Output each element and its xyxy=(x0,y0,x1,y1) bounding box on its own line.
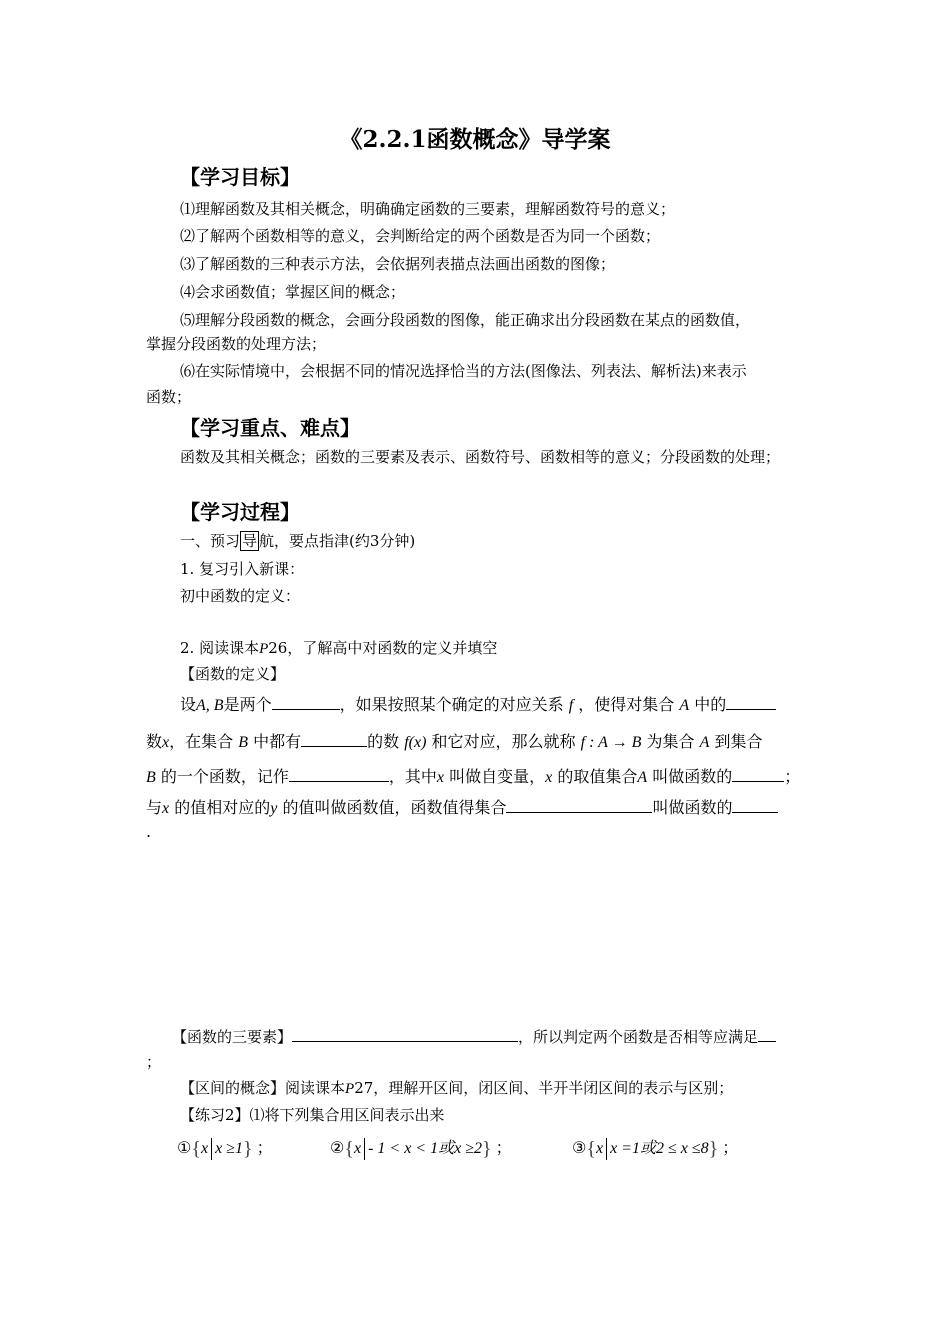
blank-8[interactable] xyxy=(292,1027,518,1042)
definition-line-1: 设A, B是两个 ，如果按照某个确定的对应关系 f ，使得对集合 A 中的 xyxy=(180,692,776,715)
blank-2[interactable] xyxy=(726,695,776,710)
process-heading: 【学习过程】 xyxy=(180,500,300,524)
objective-2: ⑵了解两个函数相等的意义，会判断给定的两个函数是否为同一个函数； xyxy=(180,227,661,245)
review-line: 1. 复习引入新课： xyxy=(180,560,305,578)
set-expression-2: ②{x - 1 < x < 1或x ≥2} ； xyxy=(330,1137,512,1160)
key-points-heading: 【学习重点、难点】 xyxy=(180,416,360,440)
objectives-heading: 【学习目标】 xyxy=(180,165,300,189)
blank-6[interactable] xyxy=(506,798,652,813)
blank-4[interactable] xyxy=(289,767,389,782)
three-elements-line: 【函数的三要素】 ，所以判定两个函数是否相等应满足 xyxy=(172,1026,776,1047)
document-title: 《2.2.1函数概念》导学案 xyxy=(339,126,611,153)
blank-1[interactable] xyxy=(272,695,340,710)
definition-line-3: B 的一个函数，记作 ，其中x 叫做自变量，x 的取值集合A 叫做函数的 ； xyxy=(146,767,801,786)
definition-line-4: 与x 的值相对应的y 的值叫做函数值，函数值得集合 叫做函数的 xyxy=(146,795,778,818)
key-points-text: 函数及其相关概念；函数的三要素及表示、函数符号、函数相等的意义；分段函数的处理； xyxy=(180,448,781,466)
blank-5[interactable] xyxy=(732,767,784,782)
objective-3: ⑶了解函数的三种表示方法，会依据列表描点法画出函数的图像； xyxy=(180,255,616,273)
three-elements-end: ； xyxy=(146,1053,162,1071)
blank-9[interactable] xyxy=(758,1027,776,1042)
blank-7[interactable] xyxy=(732,798,778,813)
blank-3[interactable] xyxy=(301,732,367,747)
exercise-2-line: 【练习2】⑴将下列集合用区间表示出来 xyxy=(180,1106,445,1124)
objective-6-cont: 函数； xyxy=(146,388,192,406)
objective-6: ⑹在实际情境中，会根据不同的情况选择恰当的方法(图像法、列表法、解析法)来表示 xyxy=(180,362,747,380)
set-expression-1: ①{x x ≥1} ； xyxy=(177,1137,273,1160)
read-textbook-line: 2. 阅读课本P26，了解高中对函数的定义并填空 xyxy=(180,639,498,657)
objective-1: ⑴理解函数及其相关概念，明确确定函数的三要素，理解函数符号的意义； xyxy=(180,200,676,218)
definition-line-5: . xyxy=(146,822,152,841)
objective-5-cont: 掌握分段函数的处理方法； xyxy=(146,335,327,353)
boxed-char: 导 xyxy=(242,532,258,550)
objective-4: ⑷会求函数值；掌握区间的概念； xyxy=(180,283,406,301)
preview-line: 一、预习 导 航，要点指津(约3分钟) xyxy=(180,532,416,550)
interval-concept-line: 【区间的概念】阅读课本P27，理解开区间，闭区间、半开半闭区间的表示与区别； xyxy=(180,1079,734,1097)
junior-definition-line: 初中函数的定义： xyxy=(180,587,301,605)
set-expression-3: ③{x x =1或2 ≤ x ≤8} ； xyxy=(572,1137,739,1160)
function-definition-heading: 【函数的定义】 xyxy=(180,665,286,683)
definition-line-2: 数x，在集合 B 中都有 的数 f(x) 和它对应，那么就称 f : A → B 为集合 A 到集合 xyxy=(146,732,763,751)
objective-5: ⑸理解分段函数的概念，会画分段函数的图像，能正确求出分段函数在某点的函数值， xyxy=(180,311,751,329)
